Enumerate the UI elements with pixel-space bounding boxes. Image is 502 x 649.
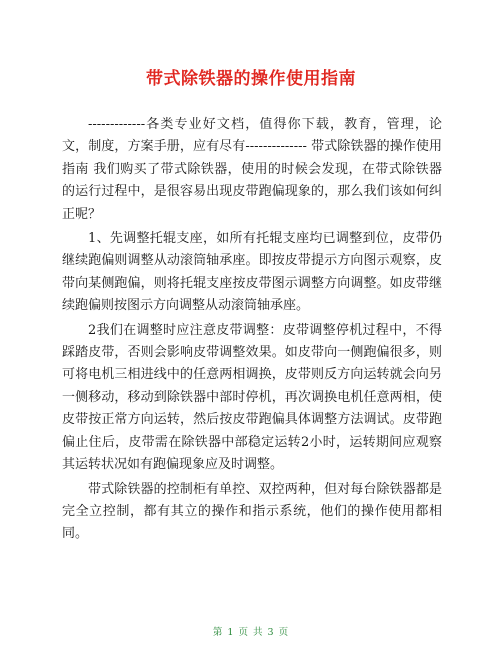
document-body — [62, 114, 442, 548]
paragraph-intro: -------------各类专业好文档，值得你下载，教育，管理，论文，制度，方案手册，应有尽有-------------- 带式除铁器的操作使用指南 我们购买了带式除铁器，使用的时候会发现，在带式除铁器的运行过程中，是很容易出现皮带跑偏现象的，那么我们该如何纠正呢？ — [62, 117, 442, 222]
paragraph-control-cabinet: 带式除铁器的控制柜有单控、双控两种，但对每台除铁器都是完全立控制，都有其立的操作和指示系统，他们的操作使用都相同。 — [62, 481, 442, 542]
paragraph-step-1: 1、先调整托辊支座，如所有托辊支座均已调整到位，皮带仍继续跑偏则调整从动滚筒轴承座。即按皮带提示方向图示观察，皮带向某侧跑偏，则将托辊支座按皮带图示调整方向调整。如皮带继续跑偏则按图示方向调整从动滚筒轴承座。 — [62, 231, 442, 314]
paragraph-step-2: 2我们在调整时应注意皮带调整：皮带调整停机过程中，不得踩踏皮带，否则会影响皮带调整效果。如皮带向一侧跑偏很多，则可将电机三相进线中的任意两相调换，皮带则反方向运转就会向另一侧移动，移动到除铁器中部时停机，再次调换电机任意两相，使皮带按正常方向运转，然后按皮带跑偏具体调整方法调试。皮带跑偏止住后，皮带需在除铁器中部稳定运转2小时，运转期间应观察其运转状况如有跑偏现象应及时调整。 — [62, 322, 442, 473]
document-title: 带式除铁器的操作使用指南 — [146, 69, 356, 89]
page-number-footer: 第 1 页 共 3 页 — [212, 627, 290, 638]
